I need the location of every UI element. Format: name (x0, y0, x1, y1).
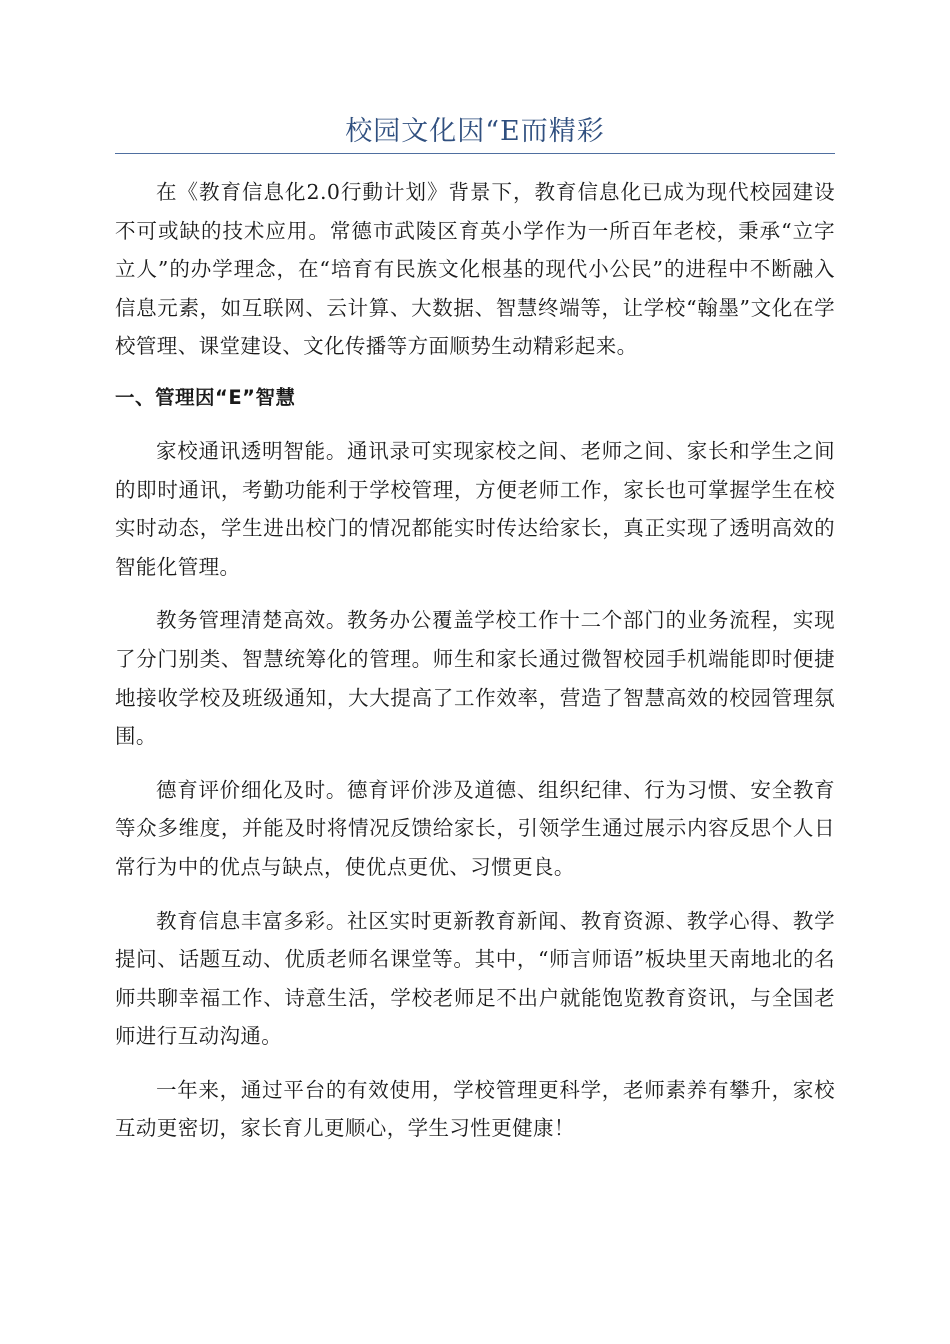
document-title: 校园文化因“E而精彩 (345, 116, 605, 147)
body-paragraph-2: 教务管理清楚高效。教务办公覆盖学校工作十二个部门的业务流程，实现了分门别类、智慧统筹化的管理。师生和家长通过微智校园手机端能即时便捷地接收学校及班级通知，大大提高了工作效率，营造了智慧高效的校园管理氛围。 (115, 608, 835, 749)
title-underline (115, 153, 835, 154)
intro-paragraph: 在《教育信息化2.0行動计划》背景下，教育信息化已成为现代校园建设不可或缺的技术应用。常德市武陵区育英小学作为一所百年老校，秉承“立字立人”的办学理念，在“培育有民族文化根基的现代小公民”的进程中不断融入信息元素，如互联网、云计算、大数据、智慧终端等，让学校“翰墨”文化在学校管理、课堂建设、文化传播等方面顺势生动精彩起来。 (115, 180, 835, 359)
body-paragraph-3: 德育评价细化及时。德育评价涉及道德、组织纪律、行为习惯、安全教育等众多维度，并能及时将情况反馈给家长，引领学生通过展示内容反思个人日常行为中的优点与缺点，使优点更优、习惯更良。 (115, 777, 835, 879)
body-paragraph-4: 教育信息丰富多彩。社区实时更新教育新闻、教育资源、教学心得、教学提问、话题互动、优质老师名课堂等。其中，“师言师语”板块里天南地北的名师共聊幸福工作、诗意生活，学校老师足不出户就能饱览教育资讯，与全国老师进行互动沟通。 (115, 908, 835, 1049)
body-paragraph-1: 家校通讯透明智能。通讯录可实现家校之间、老师之间、家长和学生之间的即时通讯，考勤功能利于学校管理，方便老师工作，家长也可掌握学生在校实时动态，学生进出校门的情况都能实时传达给家长，真正实现了透明高效的智能化管理。 (115, 438, 835, 579)
section-heading: 一、管理因“E”智慧 (115, 385, 296, 409)
document-page (115, 112, 835, 1148)
body-paragraph-5: 一年来，通过平台的有效使用，学校管理更科学，老师素养有攀升，家校互动更密切，家长育儿更顺心，学生习性更健康！ (115, 1077, 835, 1141)
